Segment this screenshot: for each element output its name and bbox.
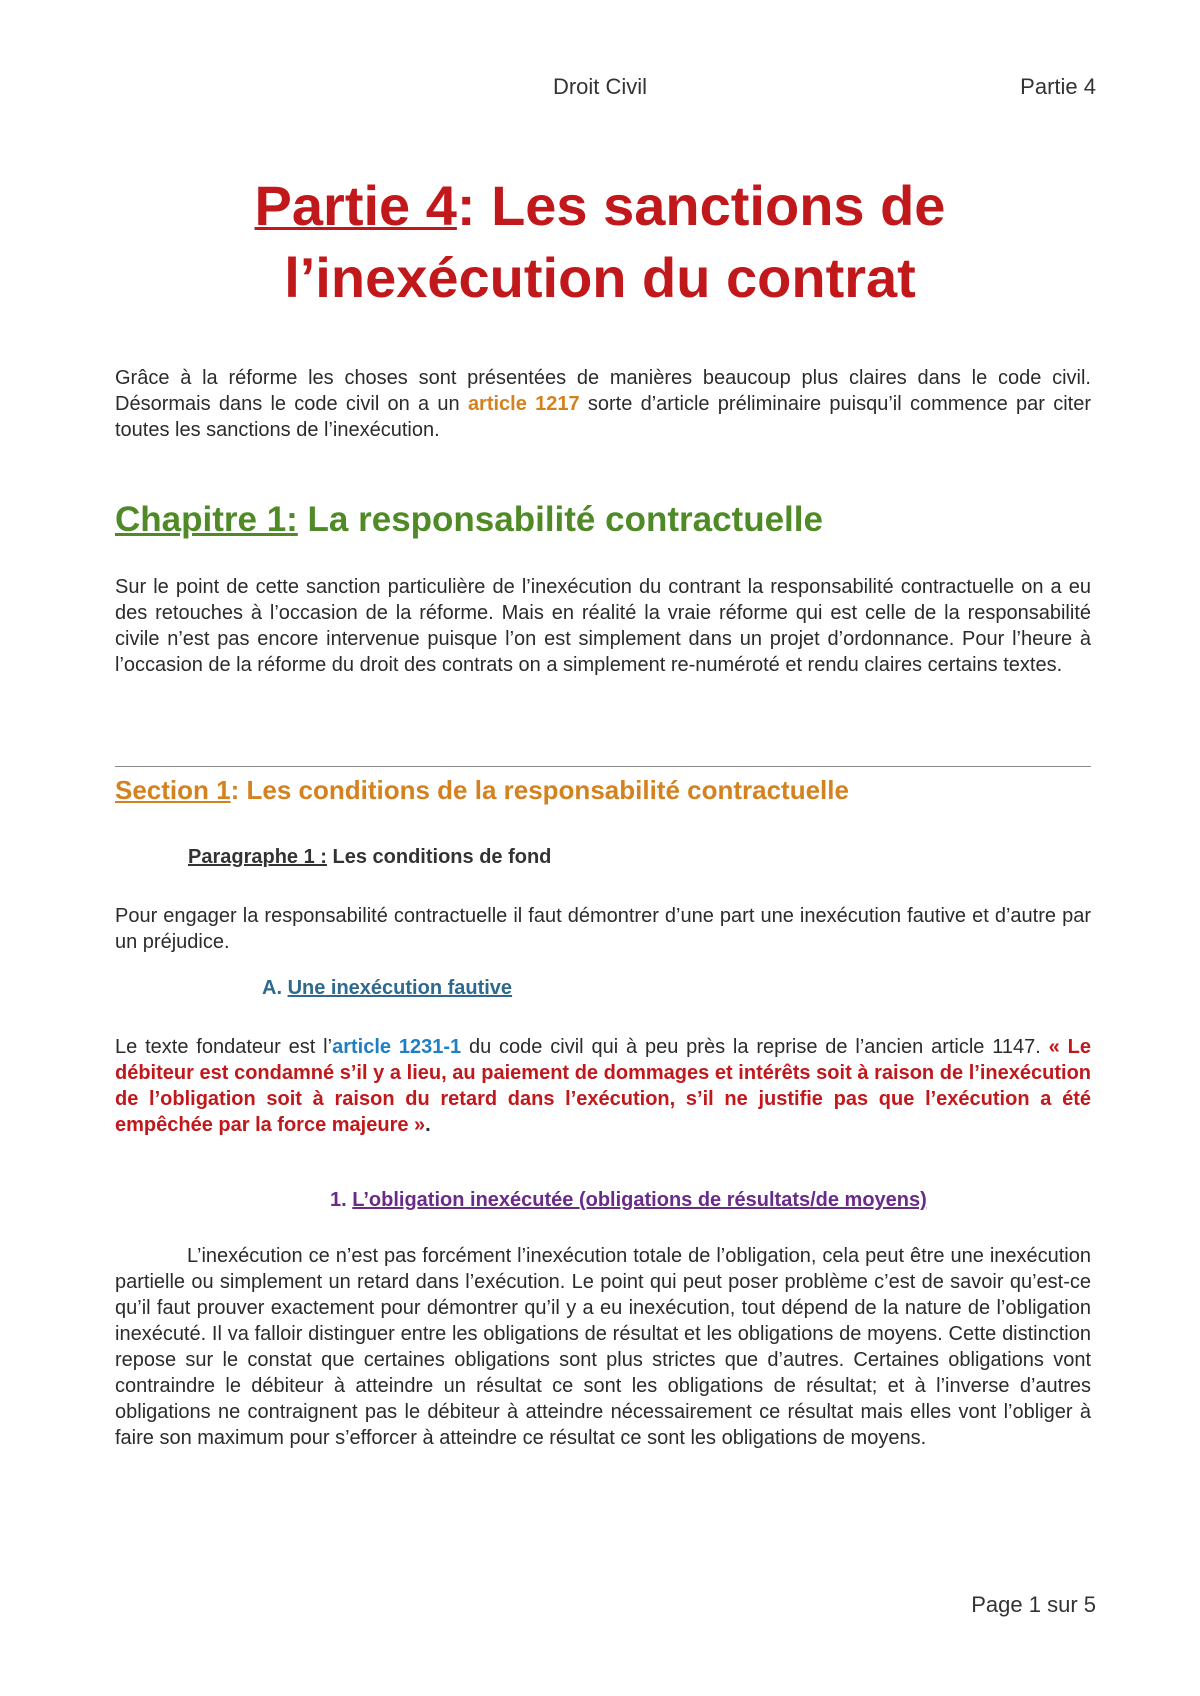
body-text: L’inexécution ce n’est pas forcément l’inexécution totale de l’obligation, cela peut être une inexécution partielle ou simplement un retard dans l’exécution. Le point qui peut poser problème c’est de savoir qu’est-ce qu’il faut prouver exactement pour démontrer qu’il y a eu inexécution, tout dépend de la nature de l’obligation inexécuté. Il va falloir distinguer entre les obligations de résultat et les obligations de moyens. Cette distinction repose sur le constat que certaines obligations sont plus strictes que d’autres. Certaines obligations vont contraindre le débiteur à atteindre un résultat ce sont les obligations de résultat; et à l’inverse d’autres obligations ne contraignent pas le débiteur à atteindre nécessairement ce résultat mais elles vont l’obliger à faire son maximum pour s’efforcer à atteindre ce résultat ce sont les obligations de moyens.: [115, 1245, 1091, 1449]
article-quote: « Le débiteur est condamné s’il y a lieu, au paiement de dommages et intérêts soit à raison de l’inexécution de l’obligation soit à raison du retard dans l’exécution, s’il ne justifie pas que l’exécution a été empêchée par la force majeure »: [115, 1036, 1091, 1136]
intro-text-before: Grâce à la réforme les choses sont présentées de manières beaucoup plus claires dans le code civil. Désormais dans le code civil on a un: [115, 367, 1091, 415]
chapter-title: La responsabilité contractuelle: [297, 500, 823, 539]
paragraph-title: Les conditions de fond: [326, 846, 552, 868]
paragraph-1-text: [115, 903, 1091, 955]
body-paragraph: [115, 1243, 1091, 1451]
subsection-a-title: Une inexécution fautive: [287, 977, 513, 999]
subsection-1-heading: [330, 1189, 927, 1212]
header-title: Droit Civil: [552, 74, 648, 99]
fond-text-before: Le texte fondateur est l’: [115, 1036, 333, 1058]
paragraph-text: Pour engager la responsabilité contractuelle il faut démontrer d’une part une inexécution fautive et d’autre par un préjudice.: [115, 905, 1091, 953]
chapter-paragraph: [115, 574, 1091, 678]
subsection-1-title: L’obligation inexécutée (obligations de résultats/de moyens): [352, 1189, 927, 1211]
title-prefix: Partie 4: [254, 174, 457, 237]
subsection-1-number: 1.: [330, 1189, 353, 1211]
paragraph-heading: [188, 846, 551, 869]
chapter-heading: [115, 500, 823, 540]
subsection-a-heading: [262, 977, 512, 1000]
fond-text-end: .: [425, 1114, 431, 1136]
fondateur-paragraph: [115, 1034, 1091, 1138]
header-part: Partie 4: [1020, 74, 1096, 99]
section-prefix: Section 1: [115, 775, 231, 805]
paragraph-prefix: Paragraphe 1 :: [188, 846, 327, 868]
section-divider: [115, 766, 1091, 767]
article-1231-1: article 1231-1: [332, 1036, 462, 1058]
title-line1: : Les sanctions de: [456, 174, 946, 237]
fond-text-middle: du code civil qui à peu près la reprise de l’ancien article 1147.: [461, 1036, 1049, 1058]
chapter-text: Sur le point de cette sanction particulière de l’inexécution du contrant la responsabilité contractuelle on a eu des retouches à l’occasion de la réforme. Mais en réalité la vraie réforme qui est celle de la responsabilité civile n’est pas encore intervenue puisque l’on est simplement dans un projet d’ordonnance. Pour l’heure à l’occasion de la réforme du droit des contrats on a simplement re-numéroté et rendu claires certains textes.: [115, 576, 1091, 676]
chapter-prefix: Chapitre 1:: [115, 500, 298, 539]
page-title: [0, 170, 1200, 314]
title-line2: l’inexécution du contrat: [284, 246, 916, 309]
section-title: : Les conditions de la responsabilité contractuelle: [230, 775, 849, 805]
section-heading: [115, 775, 849, 806]
intro-text-after: sorte d’article préliminaire puisqu’il commence par citer toutes les sanctions de l’inexécution.: [115, 393, 1091, 441]
page-number: Page 1 sur 5: [971, 1592, 1096, 1617]
subsection-a-letter: A.: [262, 977, 288, 999]
intro-paragraph: [115, 365, 1091, 443]
article-1217: article 1217: [467, 393, 580, 415]
